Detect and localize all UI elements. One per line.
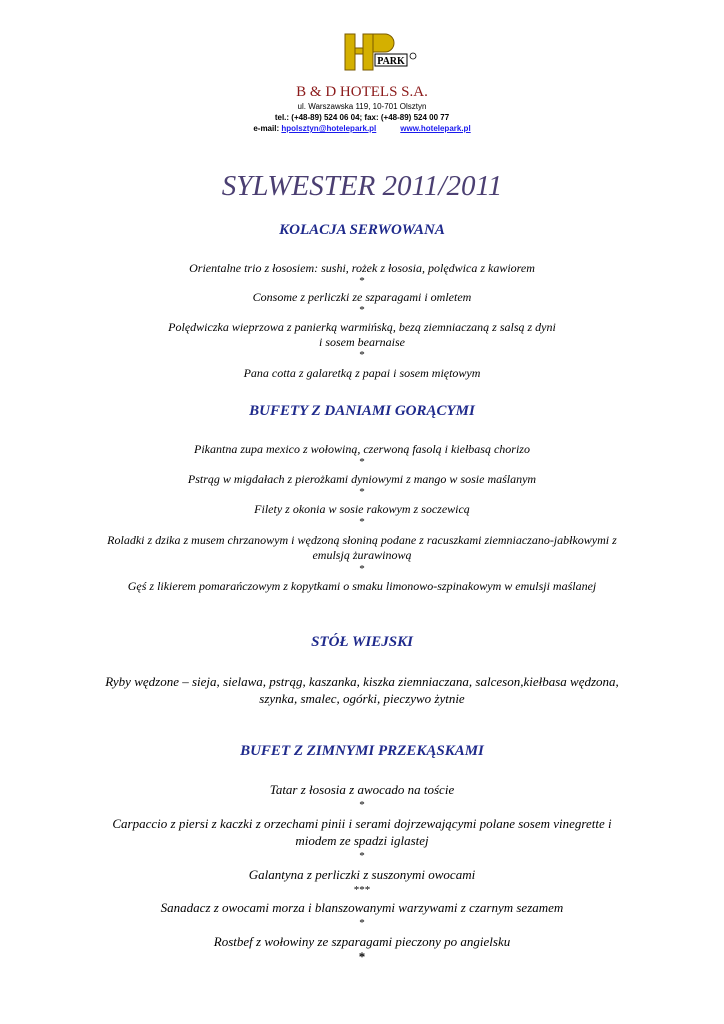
website-link[interactable]: www.hotelepark.pl: [400, 124, 471, 133]
menu-item: Polędwiczka wieprzowa z panierką warmińską, bezą ziemniaczaną z salsą z dyni: [168, 320, 556, 334]
menu-item: Sanadacz z owocami morza i blanszowanymi warzywami z czarnym sezamem: [160, 900, 564, 915]
menu-item: Gęś z likierem pomarańczowym z kopytkami o smaku limonowo-szpinakowym w emulsji maślanej: [127, 579, 597, 593]
contact-line: [0, 124, 724, 133]
separator-triple-star: ***: [353, 884, 371, 896]
menu-item: emulsją żurawinową: [312, 548, 412, 562]
separator-star: *: [359, 917, 365, 929]
separator-star: *: [359, 275, 365, 287]
menu-item: Filety z okonia w sosie rakowym z soczewicą: [254, 502, 470, 516]
email-label: e-mail:: [253, 124, 280, 133]
separator-star: *: [359, 349, 365, 361]
separator-star: *: [359, 799, 365, 811]
separator-star: *: [359, 563, 365, 575]
separator-star: *: [359, 456, 365, 468]
company-address: ul. Warszawska 119, 10-701 Olsztyn: [297, 102, 427, 111]
menu-item: Pikantna zupa mexico z wołowiną, czerwoną fasolą i kiełbasą chorizo: [194, 442, 530, 456]
section-heading-kolacja: KOLACJA SERWOWANA: [279, 222, 445, 238]
section-heading-zimny: BUFET Z ZIMNYMI PRZEKĄSKAMI: [240, 743, 484, 759]
menu-item: Ryby wędzone – sieja, sielawa, pstrąg, kaszanka, kiszka ziemniaczana, salceson,kiełbasa wędzona,: [105, 674, 619, 689]
menu-item: Orientalne trio z łososiem: sushi, rożek z łososia, polędwica z kawiorem: [189, 261, 535, 275]
menu-item: miodem ze spadzi iglastej: [295, 833, 429, 848]
menu-item: i sosem bearnaise: [319, 335, 405, 349]
svg-text:PARK: PARK: [377, 56, 405, 67]
company-name: B & D HOTELS S.A.: [296, 84, 428, 100]
menu-item: Galantyna z perliczki z suszonymi owocami: [248, 867, 476, 882]
menu-item: Tatar z łososia z awocado na toście: [269, 782, 455, 797]
separator-star: *: [359, 850, 365, 862]
menu-item: Rostbef z wołowiny ze szparagami pieczony po angielsku: [213, 934, 511, 949]
page-title: SYLWESTER 2011/2011: [221, 170, 503, 202]
menu-item: Pana cotta z galaretką z papai i sosem miętowym: [243, 366, 481, 380]
separator-star: *: [359, 304, 365, 316]
section-heading-stol: STÓŁ WIEJSKI: [311, 634, 413, 650]
email-link[interactable]: hpolsztyn@hotelepark.pl: [281, 124, 377, 133]
menu-item: Pstrąg w migdałach z pierożkami dyniowymi z mango w sosie maślanym: [187, 472, 537, 486]
separator-star: *: [359, 516, 365, 528]
separator-star: *: [359, 486, 365, 498]
separator-star: *: [358, 949, 366, 964]
hp-park-logo: [343, 32, 423, 74]
menu-item: szynka, smalec, ogórki, pieczywo żytnie: [259, 691, 465, 706]
menu-item: Consome z perliczki ze szparagami i omletem: [252, 290, 472, 304]
menu-item: Roladki z dzika z musem chrzanowym i wędzoną słoniną podane z racuszkami ziemniaczano-jabłkowymi z: [107, 533, 617, 547]
company-phone: tel.: (+48-89) 524 06 04; fax: (+48-89) 524 00 77: [274, 113, 450, 122]
section-heading-bufety: BUFETY Z DANIAMI GORĄCYMI: [249, 403, 475, 419]
menu-item: Carpaccio z piersi z kaczki z orzechami pinii i serami dojrzewającymi polane sosem vinegrette i: [112, 816, 612, 831]
